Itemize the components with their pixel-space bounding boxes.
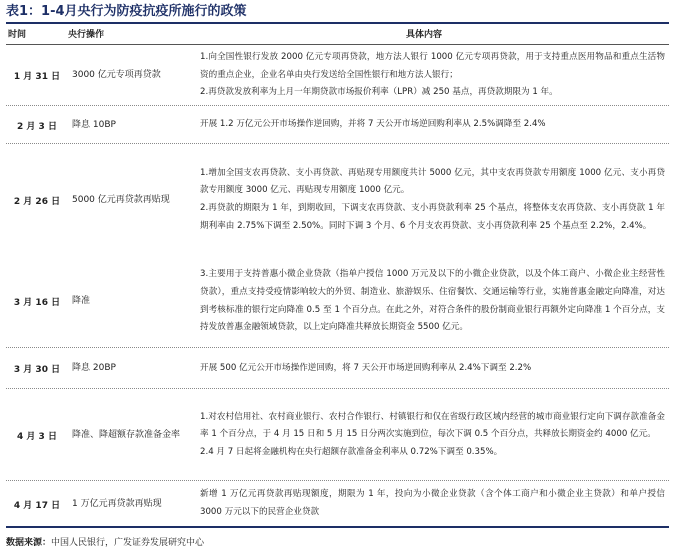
table-row [6, 256, 669, 348]
row-detail [200, 107, 665, 143]
detail-paragraph: 2.再贷款的期限为 1 年，到期收回，下调支农再贷款、支小再贷款利率 25 个基点，将整体支农再贷款、支小再贷款 1 年期利率由 2.75%下调至 2.50%。同时下调 3 个月、6 个月支农再贷款、支小再贷款利率 25 个基点至 2.2%，2.4%。 [200, 203, 665, 231]
row-detail [200, 482, 665, 526]
table-row [6, 482, 669, 528]
detail-paragraph: 开展 500 亿元公开市场操作逆回购，将 7 天公开市场逆回购利率从 2.4%下调至 2.2% [200, 362, 532, 373]
detail-paragraph: 开展 1.2 万亿元公开市场操作逆回购，并将 7 天公开市场逆回购利率从 2.5%调降至 2.4% [200, 119, 546, 130]
detail-paragraph: 1.对农村信用社、农村商业银行、农村合作银行、村镇银行和仅在省级行政区域内经营的城市商业银行定向下调存款准备金率 1 个百分点，于 4 月 15 日和 5 月 15 日分两次实施到位，每次下调 0.5 个百分点，共释放长期资金约 4000 亿元。 [200, 411, 665, 440]
header-date: 时间 [8, 30, 27, 40]
row-date: 1 月 31 日 [13, 72, 61, 82]
row-detail [200, 256, 665, 347]
row-operation: 降准、降超额存款准备金率 [72, 429, 181, 440]
table-row [6, 145, 669, 255]
row-date: 3 月 16 日 [13, 298, 61, 308]
row-date: 4 月 17 日 [13, 500, 61, 511]
detail-paragraph: 3.主要用于支持普惠小微企业贷款（指单户授信 1000 万元及以下的小微企业贷款，以及个体工商户、小微企业主经营性贷款），重点支持受疫情影响较大的外贸、制造业、旅游娱乐、住宿餐饮、交通运输等行业，实施普惠金融定向降准，对达到考核标准的银行定向降准 0.5 至 1 个百分点。在此之外，对符合条件的股份制商业银行再额外定向降准 1 个百分点，支持发放普惠金融领域贷款，以上定向降准共释放长期资金 5500 亿元。 [200, 269, 665, 333]
table-title: 表1：1-4月央行为防疫抗疫所施行的政策 [6, 2, 669, 24]
row-date: 4 月 3 日 [17, 431, 57, 442]
row-operation: 降准 [72, 296, 91, 306]
table-header [6, 26, 669, 45]
row-operation: 降息 20BP [72, 363, 116, 373]
header-detail: 具体内容 [406, 30, 443, 40]
row-operation: 1 万亿元再贷款再贴现 [72, 498, 162, 509]
row-detail [200, 349, 665, 388]
table-row [6, 390, 669, 481]
table-row [6, 46, 669, 106]
detail-paragraph: 2.再贷款发放利率为上月一年期贷款市场报价利率（LPR）减 250 基点，再贷款期限为 1 年。 [200, 87, 558, 98]
source-text: 中国人民银行，广发证券发展研究中心 [51, 538, 205, 548]
row-date: 2 月 26 日 [13, 196, 61, 207]
row-date: 2 月 3 日 [17, 121, 57, 132]
header-operation: 央行操作 [68, 30, 105, 40]
row-detail [200, 145, 665, 255]
row-detail [200, 46, 665, 105]
source-label: 数据来源： [6, 538, 52, 548]
table-row [6, 107, 669, 144]
row-date: 3 月 30 日 [13, 365, 61, 375]
row-operation: 降息 10BP [72, 119, 116, 130]
row-operation: 5000 亿元再贷款再贴现 [72, 194, 170, 205]
detail-paragraph: 2.4 月 7 日起将金融机构在央行超额存款准备金利率从 0.72%下调至 0.35%。 [200, 446, 503, 457]
row-operation: 3000 亿元专项再贷款 [72, 70, 161, 80]
detail-paragraph: 新增 1 万亿元再贷款再贴现额度，期限为 1 年，投向为小微企业贷款（含个体工商户和小微企业主贷款）和单户授信 3000 万元以下的民营企业贷款 [200, 489, 665, 517]
detail-paragraph: 1.向全国性银行发放 2000 亿元专项再贷款，地方法人银行 1000 亿元专项再贷款，用于支持重点医用物品和重点生活物资的重点企业，企业名单由央行发送给全国性银行和地方法人银行； [200, 52, 665, 80]
table-row [6, 349, 669, 389]
data-source-note [6, 536, 204, 550]
detail-paragraph: 1.增加全国支农再贷款、支小再贷款、再贴现专用额度共计 5000 亿元，其中支农再贷款专用额度 1000 亿元、支小再贷款专用额度 3000 亿元、再贴现专用额度 1000 亿元。 [200, 167, 665, 196]
row-detail [200, 390, 665, 480]
